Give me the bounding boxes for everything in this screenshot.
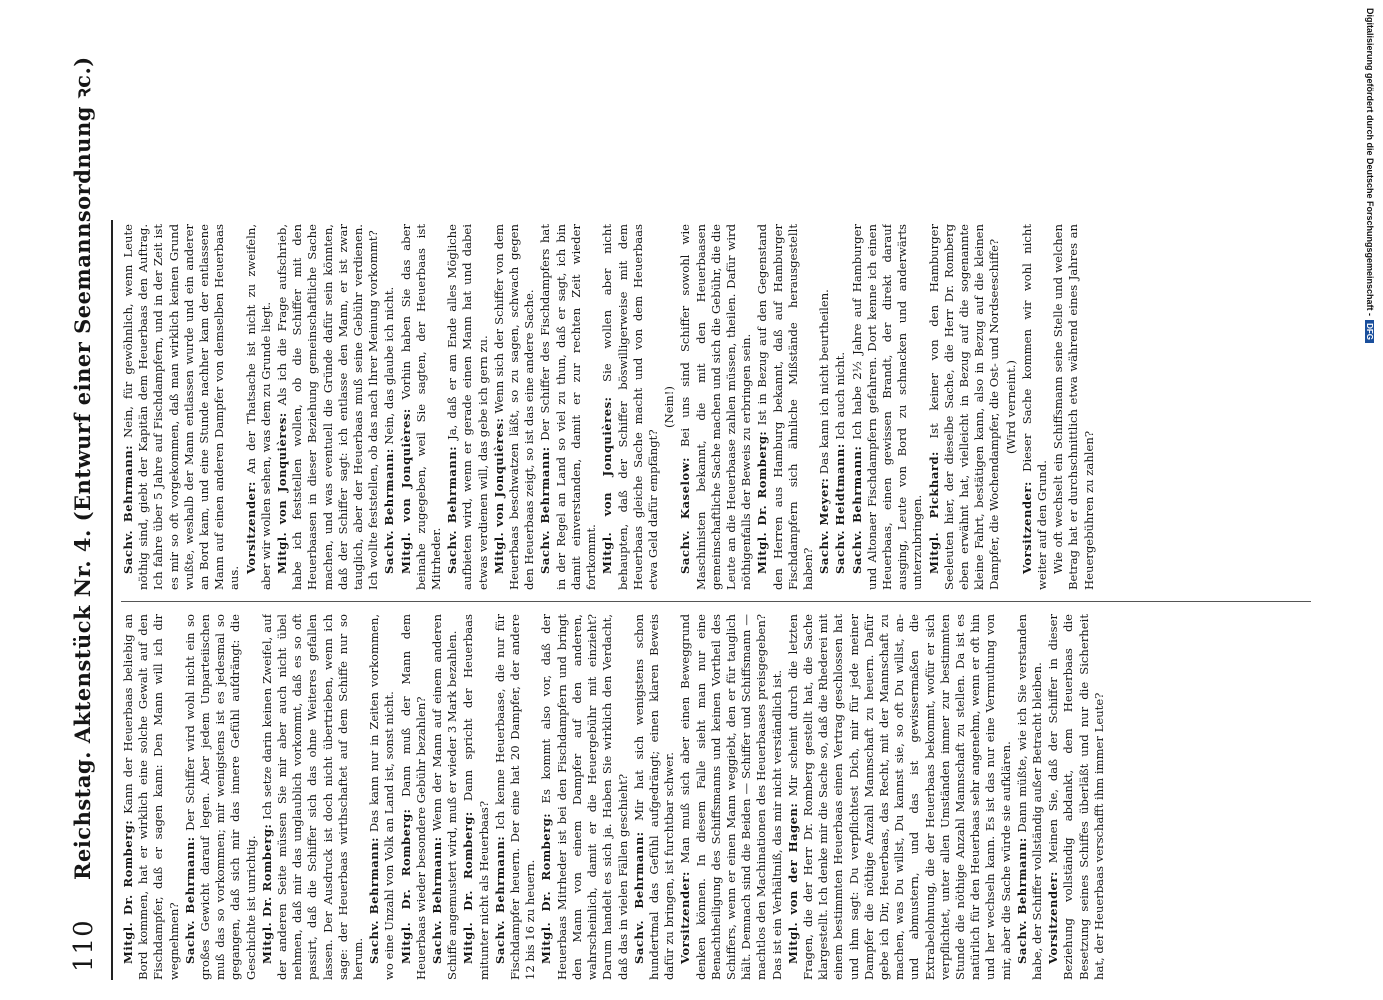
speech-text: Wenn der Mann auf einem anderen Schiffe angemustert wird, muß er wieder 3 Mark bezahlen. [430, 614, 460, 980]
speaker-name: Vorsitzender: [1046, 871, 1061, 964]
speech-text: Sie wollen aber nicht behaupten, daß der Schiffer böswilligerweise mit dem Heuerbaas gleiche Sache macht und von dem Heuerbaas etwa Geld dafür empfängt? [600, 224, 660, 590]
speech-text: Kann der Heuerbaas beliebig an Bord kommen, hat er wirklich eine solche Gewalt auf den Fischdampfer, daß er sagen kann: Den Mann will ich dir wegnehmen? [121, 614, 181, 980]
speaker-name: Vorsitzender: [678, 871, 693, 964]
speaker-name: Sachv. Behrmann: [1014, 837, 1029, 964]
speaker-name: Sachv. Behrmann: [631, 831, 646, 964]
paragraph [492, 224, 538, 590]
paragraph [850, 224, 926, 590]
dfg-logo: DFG [1365, 320, 1374, 343]
speaker-name: Mitgl. von Jonquières: [491, 417, 506, 574]
paragraph [461, 614, 491, 980]
paragraph [382, 224, 397, 590]
speaker-name: Sachv. Meyer: [817, 477, 832, 574]
scanned-page [25, 20, 1365, 980]
speech-text: Wie oft wechselt ein Schiffsmann seine Stelle und welchen Betrag hat er durchschnittlich etwa während eines Jahres an Heuergebühren zu zahlen? [1051, 224, 1096, 590]
paragraph [445, 224, 491, 590]
paragraph [632, 614, 678, 980]
left-column [121, 614, 1311, 980]
speech-text: Dann muß der Mann dem Heuerbaas wieder besondere Gebühr bezahlen? [398, 614, 428, 980]
speaker-name: Sachv. Behrmann: [382, 448, 397, 574]
speech-text: Mir scheint durch die letzten Fragen, die der Herr Dr. Romberg gestellt hat, die Sache klargestellt. Ich denke mir die Sache so, daß die Rhederei mit einem bestimmten Heuerbaas einen Vertrag geschlossen hat und ihm sagt: Du verpflichtest Dich, mir für jede meiner Dampfer die nöthige Anzahl Mannschaft zu heuern. Dafür gebe ich Dir, Heuerbaas, das Recht, mit der Mannschaft zu machen, was Du willst, Du kannst sie, so oft Du willst, an- und abmustern, und das ist gewissermaßen die Extrabelohnung, die der Heuerbaas bekommt, wofür er sich verpflichtet, unter allen Umständen immer zur bestimmten Stunde die nöthige Anzahl Mannschaft zu stellen. Da ist es natürlich für den Heuerbaas sehr angenehm, wenn er oft hin und her wechseln kann. Es ist das nur eine Vermuthung von mir, aber die Sache würde sie aufklären. [785, 614, 1013, 980]
speaker-name: Sachv. Behrmann: [538, 446, 553, 574]
speaker-name: Mitgl. Dr. Romberg: [539, 812, 554, 964]
speaker-name: Vorsitzender: [243, 481, 258, 574]
paragraph [833, 224, 848, 590]
speech-text: Ist keiner von den Hamburger Seeleuten hier, der dieselbe Sache, die Herr Dr. Romberg eben erwähnt hat, vielleicht in Bezug auf die sogenannte kleine Fahrt, bestätigen kann, also in Bezug auf die kleinen Dampfer, die Wochendampfer, die Ost- und Nordseeschiffe? [926, 224, 1002, 590]
paragraph [367, 614, 397, 980]
rotated-page [65, 56, 1365, 980]
paragraph [755, 224, 816, 590]
speaker-name: Vorsitzender: [1019, 481, 1034, 574]
dfg-credit [1361, 8, 1377, 988]
speech-text: Ich habe 2½ Jahre auf Hamburger und Altonaer Fischdampfern gefahren. Dort kenne ich einen Heuerbaas, einen gewissen Brandt, der direkt darauf ausging, Leute von Bord zu schnacken und anderwärts unterzubringen. [849, 224, 925, 590]
column-divider [121, 601, 1311, 602]
paragraph [538, 224, 599, 590]
page-number: 110 [69, 919, 99, 972]
speech-text: Mir hat sich wenigstens schon hundertmal das Gefühl aufgedrängt; einen klaren Beweis dafür zu bringen, ist furchtbar schwer. [631, 614, 677, 980]
speech-text: Dieser Sache kommen wir wohl nicht weiter auf den Grund. [1019, 224, 1049, 590]
speech-text: Es kommt also vor, daß der Heuerbaas Mitrheder ist bei den Fischdampfern und bringt den Mann von einem Dampfer auf den anderen, wahrscheinlich, damit er die Heuergebühr mit einzieht? Darum handelt es sich ja. Haben Sie wirklich den Verdacht, daß das in vielen Fällen geschieht? [539, 614, 630, 980]
paragraph [678, 614, 784, 980]
speaker-name: Sachv. Behrmann: [367, 837, 382, 964]
speech-text: Dann spricht der Heuerbaas mitunter nicht als Heuerbaas? [461, 614, 491, 980]
speech-text: Wenn sich der Schiffer von dem Heuerbaas beschwatzen läßt, so zu sagen, schwach gegen den Heuerbaas zeigt, so ist das eine andere Sache. [491, 224, 537, 590]
speech-text: Vorhin haben Sie das aber beinahe zugegeben, weil Sie sagten, der Heuerbaas ist Mitrheder. [398, 224, 444, 590]
speaker-name: Sachv. Heidtmann: [833, 443, 848, 574]
speaker-name: Mitgl. Dr. Romberg: [121, 819, 135, 964]
speech-text: Als ich die Frage aufschrieb, habe ich feststellen wollen, ob die Schiffer mit den Heuerbaasen in dieser Beziehung gemeinschaftliche Sache machen, und was eventuell die Gründe dafür sein könnten, daß der Schiffer sagt: ich entlasse den Mann, er ist zwar tauglich, aber der Heuerbaas muß seine Gebühr verdienen. Ich wollte feststellen, ob das nach Ihrer Meinung vorkommt? [275, 224, 381, 590]
paragraph [121, 614, 182, 980]
speaker-name: Mitgl. Dr. Romberg: [259, 823, 274, 964]
paragraph [1015, 614, 1045, 980]
paragraph [1020, 224, 1050, 590]
speech-text: Ich setze darin keinen Zweifel, auf der anderen Seite müssen Sie mir aber auch nicht übel nehmen, daß mir das unglaublich vorkommt, daß es so oft passirt, daß die Schiffer sich das ohne Weiteres gefallen lassen. Der Ausdruck ist doch nicht übertrieben, wenn ich sage: der Heuerbaas wirthschaftet auf dem Schiffe nur so herum. [259, 614, 366, 980]
speech-text: Bei uns sind Schiffer sowohl wie Maschinisten bekannt, die mit den Heuerbaasen gemeinschaftliche Sache machen und sich die Gebühr, die die Leute an die Heuerbaase zahlen müssen, theilen. Dafür wird nöthigenfalls der Beweis zu erbringen sein. [678, 224, 754, 590]
speech-text: Nein, für gewöhnlich, wenn Leute nöthig sind, giebt der Kapitän dem Heuerbaas den Auftrag. Ich fahre über 5 Jahre auf Fischdampfern, und in der Zeit ist es mir so oft vorgekommen, daß man wirklich keinen Grund wußte, weshalb der Mann entlassen wurde und ein anderer an Bord kam, und eine Stunde nachher kam der entlassene Mann auf einen anderen Dampfer von demselben Heuerbaas aus. [121, 224, 242, 590]
speech-text: Nein, das glaube ich nicht. [382, 286, 397, 445]
paragraph [786, 614, 1014, 980]
paragraph [600, 224, 661, 590]
page-header [65, 56, 113, 980]
speaker-name: Sachv. Behrmann: [445, 445, 460, 574]
speech-text: Ich auch nicht. [833, 351, 848, 440]
speaker-name: Mitgl. von Jonquières: [275, 412, 290, 574]
speaker-name: Sachv. Behrmann: [849, 445, 864, 574]
speaker-name: Mitgl. Pickhard: [926, 451, 941, 574]
paragraph [1004, 224, 1019, 590]
speech-text: Das kann ich nicht beurtheilen. [817, 289, 832, 475]
speech-text: Der Schiffer wird wohl nicht ein so großes Gewicht darauf legen. Aber jedem Unparteiischen muß das so vorkommen; mir wenigstens ist es jedesmal so gegangen, daß sich mir das innere Gefühl aufdrängt: die Geschichte ist unrichtig. [182, 614, 258, 980]
paragraph [817, 224, 832, 590]
speech-text: An der Thatsache ist nicht zu zweifeln, aber wir wollen sehen, was dem zu Grunde liegt. [243, 224, 273, 590]
speech-text: Ich kenne Heuerbaase, die nur für Fischdampfer heuern. Der eine hat 20 Dampfer, der andere 12 bis 16 zu heuern. [492, 614, 538, 980]
paragraph [399, 224, 445, 590]
paragraph [662, 224, 677, 590]
speech-text: (Nein!) [662, 386, 677, 428]
credit-text: Digitalisierung gefördert durch die Deutsche Forschungsgemeinschaft - [1365, 8, 1375, 317]
speaker-name: Mitgl. von der Hagen: [785, 802, 800, 964]
speech-text: Ist in Bezug auf den Gegenstand den Herren aus Hamburg bekannt, daß auf Hamburger Fischdampfern sich ähnliche Mißstände herausgestellt haben? [755, 224, 815, 590]
paragraph [399, 614, 429, 980]
paragraph [493, 614, 539, 980]
speaker-name: Mitgl. Dr. Romberg: [755, 430, 770, 574]
speaker-name: Mitgl. von Jonquières: [398, 408, 413, 574]
speech-text: Dann müßte, wie ich Sie verstanden habe, der Schiffer vollständig außer Betracht bleiben. [1014, 614, 1044, 980]
speaker-name: Mitgl. Dr. Romberg: [461, 811, 476, 964]
speech-text: Meinen Sie, daß der Schiffer in dieser Beziehung vollständig abdankt, dem Heuerbaas die Besetzung seines Schiffes überläßt und nur die Sicherheit hat, der Heuerbaas verschafft ihm immer Leute? [1046, 614, 1106, 980]
running-head: Reichstag. Aktenstück Nr. 4. (Entwurf einer Seemannsordnung ꝛc.) [70, 56, 95, 880]
speaker-name: Sachv. Behrmann: [430, 836, 445, 964]
paragraph [121, 224, 243, 590]
paragraph [244, 224, 274, 590]
paragraph [539, 614, 630, 980]
paragraph [1046, 614, 1107, 980]
paragraph [183, 614, 259, 980]
speaker-name: Sachv. Behrmann: [182, 836, 197, 964]
speaker-name: Mitgl. von Jonquières: [600, 396, 615, 574]
speaker-name: Mitgl. Dr. Romberg: [398, 808, 413, 964]
speech-text: (Wird verneint.) [1003, 360, 1018, 454]
speaker-name: Sachv. Behrmann: [121, 444, 135, 574]
paragraph [275, 224, 381, 590]
speech-text: Das kann nur in Zeiten vorkommen, wo eine Unzahl von Volk an Land ist, sonst nicht. [367, 614, 397, 980]
speaker-name: Sachv. Kaselow: [678, 457, 693, 574]
paragraph [678, 224, 754, 590]
paragraph [927, 224, 1003, 590]
paragraph [260, 614, 366, 980]
speech-text: Ja, daß er am Ende alles Mögliche aufbieten wird, wenn er gerade einen Mann hat und dabei etwas verdienen will, das gebe ich gern zu. [445, 224, 490, 590]
paragraph [1051, 224, 1097, 590]
paragraph [430, 614, 460, 980]
right-column [121, 224, 1311, 590]
speech-text: Der Schiffer des Fischdampfers hat in der Regel an Land so viel zu thun, daß er sagt, ich bin damit einverstanden, damit er zur rechten Zeit wieder fortkommt. [538, 224, 599, 590]
speaker-name: Sachv. Behrmann: [492, 835, 507, 964]
speech-text: Man muß sich aber einen Beweggrund denken können. In diesem Falle sieht man nur eine Benachtheiligung des Schiffsmanns und keinen Vortheil des Schiffers, wenn er einen Mann weggiebt, den er für tauglich hält. Demnach sind die Beiden — Schiffer und Schiffsmann — machtlos den Machinationen des Heuerbaases preisgegeben? Das ist ein Verhältniß, das mir nicht verständlich ist. [678, 614, 784, 980]
